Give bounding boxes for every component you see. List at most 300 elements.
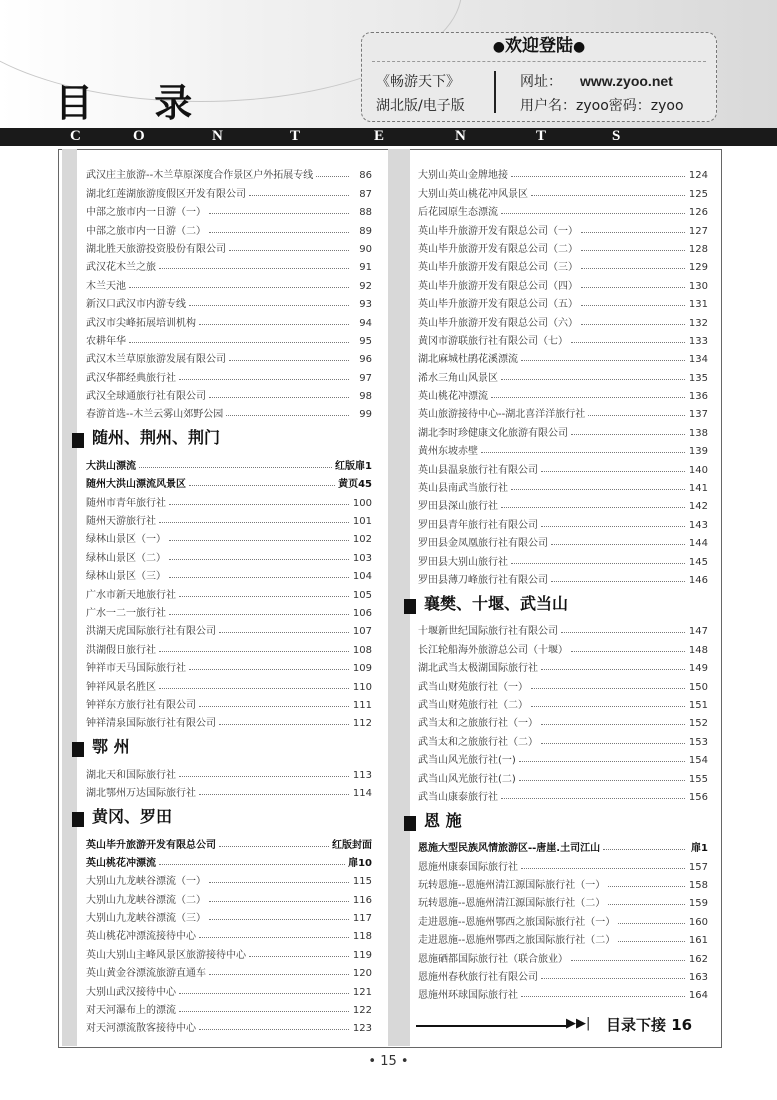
section-marker-icon [404, 599, 416, 614]
toc-entry[interactable] [418, 181, 708, 199]
toc-entry-title: 罗田县深山旅行社 [418, 501, 498, 513]
toc-entry-page: 108 [352, 644, 372, 656]
dot-leader [159, 864, 345, 865]
toc-entry[interactable] [86, 781, 372, 799]
toc-entry[interactable] [86, 582, 372, 600]
toc-entry[interactable] [418, 347, 708, 365]
dot-leader [249, 956, 349, 957]
column-divider [388, 149, 410, 1046]
toc-entry-title: 恩施州春秋旅行社有限公司 [418, 972, 538, 984]
toc-entry-title: 英山县温泉旅行社有限公司 [418, 464, 538, 476]
contents-letter: N [212, 128, 223, 144]
toc-entry[interactable] [418, 494, 708, 512]
dot-leader [229, 360, 349, 361]
toc-entry-page: 141 [688, 483, 708, 495]
toc-entry-title: 英山毕升旅游开发有限总公司（二） [418, 243, 578, 255]
toc-entry-title: 中部之旅市内一日游（二） [86, 225, 206, 237]
dot-leader [189, 485, 335, 486]
bullet-icon: ● [492, 39, 505, 55]
toc-entry[interactable] [86, 637, 372, 655]
toc-entry-page: 88 [359, 207, 372, 219]
dot-leader [618, 941, 685, 942]
dot-leader [179, 993, 349, 994]
toc-entry-title: 湖北麻城杜鹃花溪漂流 [418, 354, 518, 366]
welcome-text: 欢迎登陆 [505, 36, 573, 56]
toc-entry[interactable] [86, 887, 372, 905]
toc-entry[interactable] [418, 310, 708, 328]
toc-entry[interactable] [86, 527, 372, 545]
dot-leader [179, 379, 349, 380]
toc-entry-page: 128 [688, 243, 708, 255]
contents-letter: T [536, 128, 547, 144]
dot-leader [159, 688, 349, 689]
toc-entry[interactable] [86, 347, 372, 365]
toc-entry[interactable] [86, 979, 372, 997]
dot-leader [159, 268, 349, 269]
toc-entry-page: 93 [359, 299, 372, 311]
dot-leader [199, 324, 349, 325]
section-heading [86, 420, 372, 453]
dot-leader [169, 559, 349, 560]
toc-entry[interactable] [86, 365, 372, 383]
toc-entry[interactable] [86, 906, 372, 924]
dot-leader [209, 919, 349, 920]
section-title: 恩 施 [424, 810, 462, 830]
toc-entry[interactable] [86, 832, 372, 850]
toc-entry-title: 武当山财苑旅行社（一） [418, 681, 528, 693]
toc-entry[interactable] [418, 785, 708, 803]
toc-entry[interactable] [418, 365, 708, 383]
dot-leader [551, 544, 685, 545]
toc-entry-page: 129 [688, 262, 708, 274]
toc-entry-page: 154 [688, 755, 708, 767]
toc-entry-page: 150 [688, 681, 708, 693]
toc-entry-title: 春游首选--木兰云雾山郊野公园 [86, 409, 224, 421]
toc-entry-title: 武汉庄主旅游--木兰草原深度合作景区户外拓展专线 [86, 170, 314, 182]
dot-leader [159, 522, 349, 523]
toc-entry[interactable] [86, 255, 372, 273]
toc-entry-title: 玩转恩施--恩施州清江源国际旅行社（二） [418, 898, 606, 910]
toc-entry-page: 124 [688, 170, 708, 182]
toc-entry-page: 126 [688, 207, 708, 219]
toc-entry-title: 武当山康泰旅行社 [418, 791, 498, 803]
section-marker-icon [404, 816, 416, 831]
dot-leader [561, 632, 685, 633]
continue-note [416, 1014, 706, 1038]
section-marker-icon [72, 433, 84, 448]
toc-entry-title: 武当山风光旅行社(二) [418, 773, 516, 785]
toc-entry[interactable] [418, 476, 708, 494]
section-title: 黄冈、罗田 [92, 807, 173, 827]
toc-entry[interactable] [86, 674, 372, 692]
toc-entry[interactable] [86, 218, 372, 236]
dot-leader [581, 305, 685, 306]
toc-entry-title: 恩施硒都国际旅行社（联合旅业） [418, 953, 568, 965]
dot-leader [209, 213, 349, 214]
dot-leader [209, 232, 349, 233]
dot-leader [189, 669, 349, 670]
toc-entry-page: 106 [352, 607, 372, 619]
section-heading [86, 799, 372, 832]
toc-entry[interactable] [86, 384, 372, 402]
toc-entry-page: 122 [352, 1005, 372, 1017]
dot-leader [199, 706, 349, 707]
toc-entry-page: 97 [359, 372, 372, 384]
toc-entry-page: 115 [352, 876, 372, 888]
login-credentials: 用户名：zyoo密码：zyoo [520, 98, 684, 114]
toc-entry-page: 131 [688, 299, 708, 311]
section-marker-icon [72, 742, 84, 757]
dot-leader [608, 886, 685, 887]
toc-entry[interactable] [418, 439, 708, 457]
toc-entry[interactable] [86, 490, 372, 508]
section-heading [418, 803, 708, 836]
toc-entry[interactable] [418, 836, 708, 854]
toc-entry-title: 武当太和之旅旅行社（二） [418, 736, 538, 748]
toc-entry[interactable] [86, 237, 372, 255]
dot-leader [169, 504, 349, 505]
toc-entry[interactable] [86, 472, 372, 490]
dot-leader [179, 596, 349, 597]
contents-letter: O [133, 128, 145, 144]
toc-entry-title: 武汉市尖峰拓展培训机构 [86, 317, 196, 329]
toc-entry[interactable] [418, 656, 708, 674]
dot-leader [229, 250, 349, 251]
toc-entry[interactable] [418, 946, 708, 964]
toc-entry-page: 103 [352, 552, 372, 564]
welcome-heading [362, 31, 716, 56]
toc-entry-title: 广水市新天地旅行社 [86, 589, 176, 601]
toc-entry[interactable] [86, 273, 372, 291]
toc-entry[interactable] [86, 509, 372, 527]
toc-entry[interactable] [418, 983, 708, 1001]
dot-leader [501, 798, 685, 799]
toc-entry[interactable] [86, 200, 372, 218]
dot-leader [199, 937, 349, 938]
dot-leader [541, 724, 685, 725]
toc-entry-page: 155 [688, 773, 708, 785]
toc-entry-page: 148 [688, 644, 708, 656]
toc-entry-page: 120 [352, 968, 372, 980]
toc-entry-page: 94 [359, 317, 372, 329]
toc-entry-page: 110 [352, 681, 372, 693]
toc-entry-page: 123 [352, 1023, 372, 1035]
toc-entry-page: 96 [359, 354, 372, 366]
toc-entry-page: 111 [352, 699, 372, 711]
toc-entry-page: 107 [352, 626, 372, 638]
toc-entry-title: 绿林山景区（一） [86, 534, 166, 546]
toc-entry-page: 159 [688, 898, 708, 910]
toc-entry[interactable] [86, 693, 372, 711]
toc-entry-page: 162 [688, 953, 708, 965]
toc-entry[interactable] [86, 402, 372, 420]
toc-entry[interactable] [86, 453, 372, 471]
toc-entry[interactable] [86, 619, 372, 637]
dot-leader [521, 360, 685, 361]
toc-entry[interactable] [418, 402, 708, 420]
toc-entry-title: 武当山风光旅行社(一) [418, 755, 516, 767]
toc-entry[interactable] [418, 873, 708, 891]
dot-leader [618, 923, 685, 924]
toc-entry[interactable] [86, 961, 372, 979]
toc-entry[interactable] [418, 619, 708, 637]
dot-leader [481, 452, 685, 453]
dot-leader [519, 761, 685, 762]
toc-entry-page: 144 [688, 538, 708, 550]
toc-entry-title: 武汉全球通旅行社有限公司 [86, 391, 206, 403]
dot-leader [219, 724, 349, 725]
toc-entry[interactable] [86, 924, 372, 942]
dot-leader [316, 176, 349, 177]
toc-entry-title: 英山桃花冲漂流 [86, 857, 156, 869]
toc-entry-title: 绿林山景区（三） [86, 571, 166, 583]
toc-entry[interactable] [86, 656, 372, 674]
toc-entry[interactable] [418, 237, 708, 255]
toc-entry[interactable] [418, 674, 708, 692]
dot-leader [541, 526, 685, 527]
dot-leader [581, 268, 685, 269]
toc-entry-title: 英山旅游接待中心--湖北喜洋洋旅行社 [418, 409, 586, 421]
dot-leader [581, 324, 685, 325]
toc-entry[interactable] [86, 329, 372, 347]
toc-entry-page: 147 [688, 626, 708, 638]
toc-entry[interactable] [86, 942, 372, 960]
website-link[interactable]: www.zyoo.net [580, 73, 673, 89]
toc-entry[interactable] [418, 384, 708, 402]
toc-entry[interactable] [418, 457, 708, 475]
toc-entry-title: 英山毕升旅游开发有限总公司（五） [418, 299, 578, 311]
toc-entry[interactable] [418, 965, 708, 983]
toc-entry-page: 160 [688, 916, 708, 928]
double-arrow-icon: ▶▶| [566, 1016, 591, 1031]
toc-entry-title: 木兰天池 [86, 280, 126, 292]
toc-entry-page: 130 [688, 280, 708, 292]
toc-entry-title: 走进恩施--恩施州鄂西之旅国际旅行社（一） [418, 916, 616, 928]
toc-entry[interactable] [86, 869, 372, 887]
toc-entry-page: 86 [359, 170, 372, 182]
dot-leader [531, 195, 685, 196]
toc-entry-title: 钟祥东方旅行社有限公司 [86, 699, 196, 711]
toc-entry-title: 后花园原生态漂流 [418, 207, 498, 219]
toc-entry[interactable] [86, 998, 372, 1016]
toc-entry[interactable] [418, 420, 708, 438]
toc-entry-page: 149 [688, 663, 708, 675]
toc-entry[interactable] [418, 766, 708, 784]
toc-entry[interactable] [86, 1016, 372, 1034]
toc-entry-page: 112 [352, 718, 372, 730]
toc-left-column [86, 163, 372, 1034]
toc-entry-title: 湖北武当太极湖国际旅行社 [418, 663, 538, 675]
dot-leader [169, 614, 349, 615]
toc-entry-title: 英山县南武当旅行社 [418, 483, 508, 495]
toc-entry[interactable] [86, 601, 372, 619]
toc-entry-title: 随州大洪山漂流风景区 [86, 479, 186, 491]
toc-entry[interactable] [86, 292, 372, 310]
toc-entry-title: 英山毕升旅游开发有限总公司（一） [418, 225, 578, 237]
toc-entry-page: 91 [359, 262, 372, 274]
toc-entry-page: 117 [352, 913, 372, 925]
toc-entry-page: 127 [688, 225, 708, 237]
toc-entry-title: 罗田县薄刀峰旅行社有限公司 [418, 574, 548, 586]
toc-entry[interactable] [418, 200, 708, 218]
dot-leader [571, 342, 685, 343]
dot-leader [129, 342, 349, 343]
page-header [0, 0, 777, 128]
toc-entry-title: 中部之旅市内一日游（一） [86, 207, 206, 219]
toc-entry-title: 英山毕升旅游开发有限总公司（六） [418, 317, 578, 329]
welcome-box [361, 32, 717, 122]
toc-entry-title: 英山毕升旅游开发有限总公司（三） [418, 262, 578, 274]
toc-entry-page: 157 [688, 861, 708, 873]
toc-entry[interactable] [86, 564, 372, 582]
toc-entry[interactable] [418, 512, 708, 530]
dot-leader [581, 250, 685, 251]
toc-entry-page: 87 [359, 188, 372, 200]
toc-entry[interactable] [86, 851, 372, 869]
toc-entry-title: 大别山英山桃花冲风景区 [418, 188, 528, 200]
toc-entry-title: 武当山财苑旅行社（二） [418, 699, 528, 711]
dot-leader [169, 540, 349, 541]
toc-entry[interactable] [86, 163, 372, 181]
dot-leader [551, 581, 685, 582]
toc-entry-page: 98 [359, 391, 372, 403]
dot-leader [139, 467, 332, 468]
toc-entry-page: 145 [688, 556, 708, 568]
toc-entry[interactable] [418, 568, 708, 586]
toc-entry-title: 武汉木兰草原旅游发展有限公司 [86, 354, 226, 366]
bullet-icon: ● [573, 39, 586, 55]
toc-entry[interactable] [418, 891, 708, 909]
toc-entry-page: 164 [688, 990, 708, 1002]
toc-entry-title: 十堰新世纪国际旅行社有限公司 [418, 626, 558, 638]
dot-leader [501, 213, 685, 214]
toc-entry[interactable] [418, 292, 708, 310]
toc-entry-page: 152 [688, 718, 708, 730]
dot-leader [581, 287, 685, 288]
toc-entry-title: 恩施大型民族风情旅游区--唐崖.土司江山 [418, 843, 601, 855]
toc-entry-title: 新汉口武汉市内游专线 [86, 299, 186, 311]
toc-entry[interactable] [418, 218, 708, 236]
dot-leader [531, 688, 685, 689]
toc-entry-title: 对天河漂流散客接待中心 [86, 1023, 196, 1035]
toc-entry-page: 158 [688, 880, 708, 892]
dot-leader [608, 904, 685, 905]
toc-entry-title: 英山毕升旅游开发有限总公司（四） [418, 280, 578, 292]
contents-letter: E [374, 128, 385, 144]
toc-entry[interactable] [418, 729, 708, 747]
toc-entry-page: 132 [688, 317, 708, 329]
toc-entry-title: 大洪山漂流 [86, 460, 136, 472]
toc-entry-page: 红版扉1 [335, 460, 372, 472]
toc-entry-title: 洪湖天虎国际旅行社有限公司 [86, 626, 216, 638]
dot-leader [219, 632, 349, 633]
toc-entry-page: 红版封面 [332, 839, 372, 851]
toc-entry-title: 湖北胜天旅游投资股份有限公司 [86, 243, 226, 255]
contents-letter: N [455, 128, 466, 144]
dot-leader [603, 849, 685, 850]
toc-entry-title: 湖北鄂州万达国际旅行社 [86, 788, 196, 800]
toc-entry[interactable] [418, 255, 708, 273]
toc-entry-title: 大别山武汉接待中心 [86, 986, 176, 998]
toc-entry-page: 138 [688, 427, 708, 439]
dot-leader [521, 996, 685, 997]
toc-entry-title: 随州天游旅行社 [86, 516, 156, 528]
dot-leader [541, 743, 685, 744]
toc-entry[interactable] [418, 637, 708, 655]
magazine-name: 《畅游天下》 [376, 74, 460, 90]
dot-leader [511, 489, 685, 490]
toc-entry-title: 大别山英山金牌地接 [418, 170, 508, 182]
toc-entry-title: 大别山九龙峡谷漂流（一） [86, 876, 206, 888]
toc-entry[interactable] [418, 748, 708, 766]
edition-label: 湖北版/电子版 [376, 98, 465, 114]
dot-leader [541, 978, 685, 979]
dot-leader [541, 669, 685, 670]
toc-entry-page: 101 [352, 516, 372, 528]
toc-entry-title: 黄冈市游联旅行社有限公司（七） [418, 335, 568, 347]
toc-entry[interactable] [418, 854, 708, 872]
toc-entry-page: 153 [688, 736, 708, 748]
toc-entry[interactable] [418, 163, 708, 181]
dot-leader [501, 379, 685, 380]
toc-entry[interactable] [418, 909, 708, 927]
toc-entry-title: 罗田县金凤凰旅行社有限公司 [418, 538, 548, 550]
toc-entry-page: 95 [359, 335, 372, 347]
toc-entry-title: 罗田县大别山旅行社 [418, 556, 508, 568]
toc-entry-page: 137 [688, 409, 708, 421]
dot-leader [588, 415, 685, 416]
toc-entry[interactable] [418, 329, 708, 347]
toc-entry-page: 134 [688, 354, 708, 366]
dot-leader [571, 651, 685, 652]
dot-leader [491, 397, 685, 398]
toc-entry-page: 125 [688, 188, 708, 200]
toc-entry[interactable] [418, 531, 708, 549]
toc-entry-title: 洪湖假日旅行社 [86, 644, 156, 656]
section-marker-icon [72, 812, 84, 827]
toc-entry-title: 黄州东坡赤壁 [418, 446, 478, 458]
dot-leader [571, 434, 685, 435]
toc-entry[interactable] [86, 545, 372, 563]
toc-entry-page: 104 [352, 571, 372, 583]
toc-entry[interactable] [418, 549, 708, 567]
toc-entry-page: 89 [359, 225, 372, 237]
dot-leader [209, 901, 349, 902]
dot-leader [226, 415, 349, 416]
left-strip [62, 149, 77, 1046]
contents-letter: T [290, 128, 301, 144]
toc-entry[interactable] [86, 711, 372, 729]
toc-entry[interactable] [418, 928, 708, 946]
section-title: 襄樊、十堰、武当山 [424, 593, 569, 613]
continue-text[interactable]: 目录下接 16 [606, 1016, 693, 1034]
toc-entry[interactable] [418, 711, 708, 729]
dot-leader [199, 1029, 349, 1030]
toc-entry-page: 118 [352, 931, 372, 943]
toc-entry[interactable] [86, 181, 372, 199]
toc-entry-title: 玩转恩施--恩施州清江源国际旅行社（一） [418, 880, 606, 892]
arrow-line [416, 1025, 566, 1027]
dot-leader [169, 577, 349, 578]
toc-entry-page: 151 [688, 699, 708, 711]
toc-entry[interactable] [86, 762, 372, 780]
toc-entry[interactable] [418, 693, 708, 711]
toc-entry[interactable] [418, 273, 708, 291]
toc-entry-title: 农耕年华 [86, 335, 126, 347]
toc-entry[interactable] [86, 310, 372, 328]
toc-entry-title: 走进恩施--恩施州鄂西之旅国际旅行社（二） [418, 935, 616, 947]
page-number: • 15 • [368, 1054, 409, 1069]
